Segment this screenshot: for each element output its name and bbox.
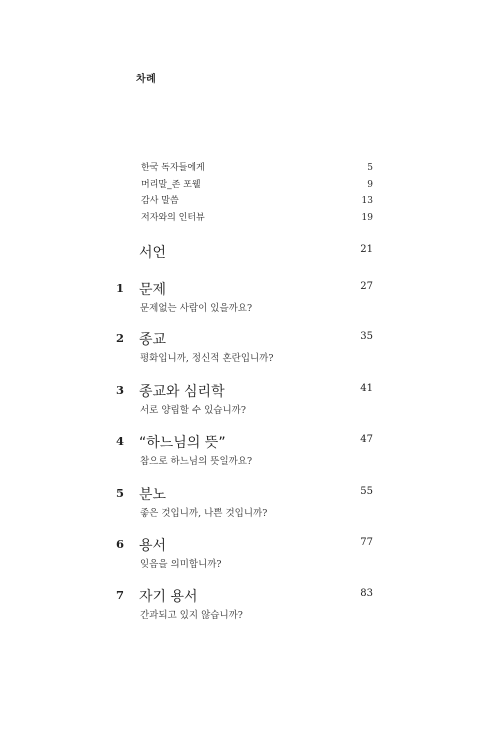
chapter-number: 5 bbox=[116, 486, 125, 500]
chapter-title: 자기 용서 bbox=[139, 589, 198, 605]
toc-heading: 차례 bbox=[136, 74, 157, 85]
chapter-subtitle: 간과되고 있지 않습니까? bbox=[140, 610, 243, 621]
chapter-page: 47 bbox=[360, 434, 373, 445]
front-matter-item bbox=[141, 193, 373, 210]
front-matter-page: 5 bbox=[367, 163, 373, 173]
chapter-subtitle: 서로 양립할 수 있습니까? bbox=[140, 405, 246, 416]
chapter-subtitle: 참으로 하느님의 뜻일까요? bbox=[140, 456, 253, 467]
chapter-title: 용서 bbox=[139, 538, 167, 554]
front-matter-label: 머리말_존 포웰 bbox=[141, 179, 201, 190]
front-matter-label: 감사 말씀 bbox=[141, 196, 179, 206]
chapter-page: 41 bbox=[360, 383, 373, 394]
chapter-title: “하느님의 뜻” bbox=[139, 435, 226, 451]
front-matter-label: 한국 독자들에게 bbox=[141, 163, 205, 173]
chapter-number: 1 bbox=[116, 281, 125, 295]
chapter-title: 분노 bbox=[139, 487, 167, 503]
chapter-subtitle: 문제없는 사람이 있을까요? bbox=[140, 303, 253, 314]
chapter-page: 83 bbox=[360, 588, 373, 599]
chapter-number: 4 bbox=[116, 434, 125, 448]
chapter-page: 27 bbox=[360, 281, 373, 292]
chapter-subtitle: 평화입니까, 정신적 혼란입니까? bbox=[140, 353, 274, 364]
intro-title: 서언 bbox=[139, 245, 167, 261]
chapter-number: 2 bbox=[116, 331, 125, 345]
intro-page: 21 bbox=[360, 244, 373, 255]
chapter-title: 문제 bbox=[139, 282, 167, 298]
chapter-page: 35 bbox=[360, 331, 373, 342]
chapter-subtitle: 잊음을 의미합니까? bbox=[140, 559, 222, 570]
chapter-title: 종교와 심리학 bbox=[139, 384, 225, 400]
chapter-number: 7 bbox=[116, 588, 125, 602]
front-matter-page: 13 bbox=[361, 196, 373, 206]
front-matter-item bbox=[141, 160, 373, 177]
chapter-number: 3 bbox=[116, 383, 125, 397]
chapter-page: 77 bbox=[360, 537, 373, 548]
chapter-page: 55 bbox=[360, 486, 373, 497]
front-matter-page: 19 bbox=[361, 212, 373, 223]
chapter-title: 종교 bbox=[139, 332, 167, 348]
front-matter-label: 저자와의 인터뷰 bbox=[141, 212, 205, 223]
front-matter-page: 9 bbox=[367, 179, 373, 190]
front-matter-list bbox=[141, 160, 373, 226]
front-matter-item bbox=[141, 177, 373, 194]
front-matter-item bbox=[141, 210, 373, 227]
chapter-number: 6 bbox=[116, 537, 125, 551]
chapter-subtitle: 좋은 것입니까, 나쁜 것입니까? bbox=[140, 508, 268, 519]
